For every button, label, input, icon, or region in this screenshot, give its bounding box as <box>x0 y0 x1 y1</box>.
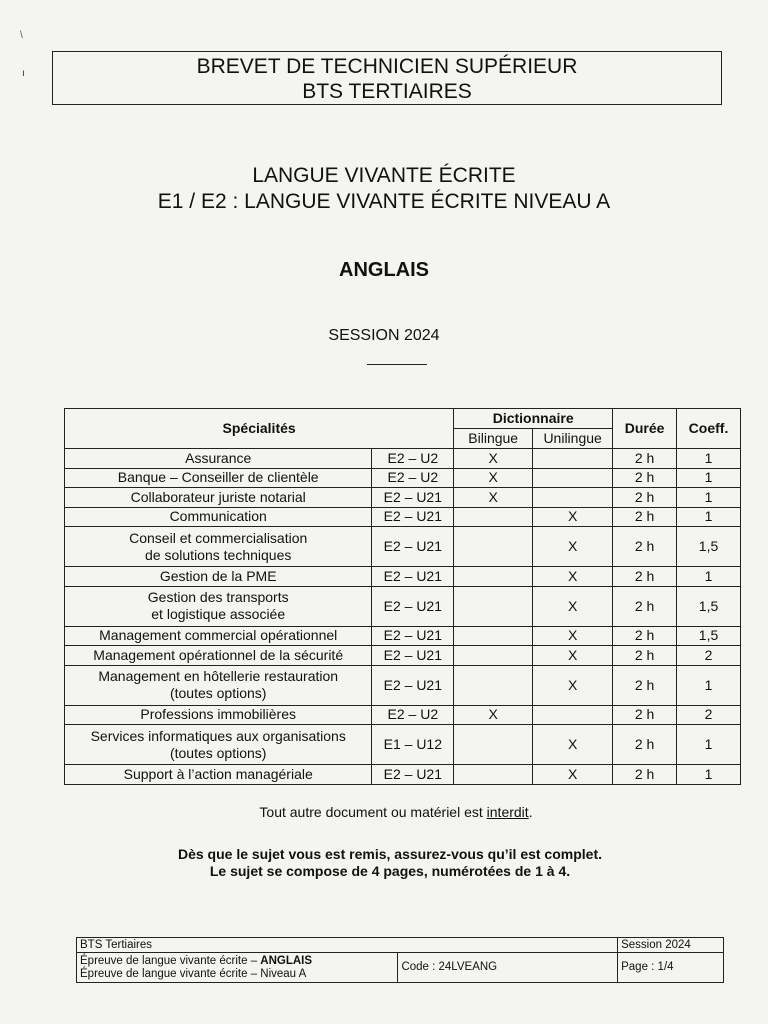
table-row <box>65 725 741 765</box>
coefficient: 1 <box>677 507 741 527</box>
table-row <box>65 468 741 488</box>
exam-code: E2 – U21 <box>372 765 454 785</box>
documents-note <box>0 804 768 820</box>
duration: 2 h <box>613 586 677 626</box>
coefficient: 1 <box>677 567 741 587</box>
bilingue-mark <box>454 567 533 587</box>
exam-code: E2 – U2 <box>372 468 454 488</box>
warning-line2: Le sujet se compose de 4 pages, numérotées de 1 à 4. <box>209 863 571 879</box>
speciality-name-line1: Conseil et commercialisation <box>129 529 308 546</box>
duration: 2 h <box>613 626 677 646</box>
exam-code: E2 – U21 <box>372 527 454 567</box>
bilingue-mark <box>454 665 533 705</box>
unilingue-mark: X <box>533 665 613 705</box>
table-row <box>65 527 741 567</box>
duration: 2 h <box>613 468 677 488</box>
footer-epreuve-line1: Épreuve de langue vivante écrite – <box>80 954 261 967</box>
speciality-name: Assurance <box>65 449 372 469</box>
duration: 2 h <box>613 488 677 508</box>
scan-mark: \ <box>20 30 23 41</box>
coefficient: 1 <box>677 488 741 508</box>
coefficient: 1,5 <box>677 586 741 626</box>
footer-session: Session 2024 <box>618 938 724 953</box>
speciality-name <box>65 527 372 567</box>
exam-code: E2 – U21 <box>372 626 454 646</box>
speciality-name <box>65 725 372 765</box>
speciality-name: Management opérationnel de la sécurité <box>65 646 372 666</box>
table-row <box>65 705 741 725</box>
exam-code: E2 – U21 <box>372 507 454 527</box>
unilingue-mark: X <box>533 626 613 646</box>
separator-line <box>367 364 427 365</box>
speciality-name: Management commercial opérationnel <box>65 626 372 646</box>
bilingue-mark: X <box>454 705 533 725</box>
table-row <box>65 626 741 646</box>
header-duree: Durée <box>613 409 677 449</box>
warning-line1: Dès que le sujet vous est remis, assurez-vous qu’il est complet. <box>177 846 603 862</box>
diploma-subtitle: BTS TERTIAIRES <box>302 80 472 103</box>
footer-epreuve <box>77 953 398 983</box>
exam-code: E2 – U2 <box>372 705 454 725</box>
duration: 2 h <box>613 567 677 587</box>
speciality-name-line1: Services informatiques aux organisations <box>90 727 346 744</box>
duration: 2 h <box>613 449 677 469</box>
bilingue-mark <box>454 765 533 785</box>
unilingue-mark: X <box>533 725 613 765</box>
header-specialites: Spécialités <box>65 409 454 449</box>
header-coeff: Coeff. <box>677 409 741 449</box>
speciality-name-line1: Gestion des transports <box>147 589 289 605</box>
exam-code: E2 – U21 <box>372 646 454 666</box>
unilingue-mark <box>533 468 613 488</box>
header-bilingue: Bilingue <box>454 429 533 449</box>
scan-mark: ı <box>22 68 25 79</box>
coefficient: 1 <box>677 725 741 765</box>
coefficient: 2 <box>677 646 741 666</box>
duration: 2 h <box>613 705 677 725</box>
duration: 2 h <box>613 765 677 785</box>
exam-title: LANGUE VIVANTE ÉCRITE <box>252 164 516 187</box>
coefficient: 1,5 <box>677 527 741 567</box>
coefficient: 2 <box>677 705 741 725</box>
diploma-title: BREVET DE TECHNICIEN SUPÉRIEUR <box>196 55 578 78</box>
speciality-name <box>65 665 372 705</box>
speciality-name: Support à l’action managériale <box>65 765 372 785</box>
exam-code: E2 – U21 <box>372 567 454 587</box>
title-box <box>52 51 722 105</box>
documents-note-text: Tout autre document ou matériel est <box>259 804 487 820</box>
duration: 2 h <box>613 507 677 527</box>
header-dictionnaire: Dictionnaire <box>454 409 613 429</box>
session-label: SESSION 2024 <box>328 327 440 344</box>
bilingue-mark: X <box>454 468 533 488</box>
exam-code: E2 – U2 <box>372 449 454 469</box>
duration: 2 h <box>613 527 677 567</box>
footer-page: Page : 1/4 <box>618 953 724 983</box>
exam-code: E2 – U21 <box>372 665 454 705</box>
table-row <box>65 665 741 705</box>
table-row <box>65 507 741 527</box>
speciality-name-line1: Management en hôtellerie restauration <box>98 668 339 684</box>
bilingue-mark: X <box>454 488 533 508</box>
unilingue-mark: X <box>533 567 613 587</box>
speciality-name: Professions immobilières <box>65 705 372 725</box>
speciality-name: Gestion de la PME <box>65 567 372 587</box>
speciality-name: Communication <box>65 507 372 527</box>
table-row <box>65 586 741 626</box>
bilingue-mark <box>454 626 533 646</box>
table-row <box>65 488 741 508</box>
bilingue-mark <box>454 507 533 527</box>
unilingue-mark: X <box>533 507 613 527</box>
duration: 2 h <box>613 665 677 705</box>
unilingue-mark: X <box>533 527 613 567</box>
table-row <box>65 449 741 469</box>
bilingue-mark <box>454 646 533 666</box>
documents-note-end: . <box>528 804 533 820</box>
speciality-name-line2: de solutions techniques <box>145 546 292 563</box>
unilingue-mark <box>533 705 613 725</box>
bilingue-mark <box>454 586 533 626</box>
exam-code: E1 – U12 <box>372 725 454 765</box>
unilingue-mark <box>533 488 613 508</box>
unilingue-mark: X <box>533 646 613 666</box>
speciality-name-line2: et logistique associée <box>151 606 286 622</box>
duration: 2 h <box>613 725 677 765</box>
footer-subject: ANGLAIS <box>260 954 313 967</box>
speciality-name <box>65 586 372 626</box>
unilingue-mark: X <box>533 765 613 785</box>
coefficient: 1 <box>677 765 741 785</box>
footer-code: Code : 24LVEANG <box>398 953 618 983</box>
unilingue-mark <box>533 449 613 469</box>
subject-title: ANGLAIS <box>339 259 429 281</box>
coefficient: 1,5 <box>677 626 741 646</box>
exam-code: E2 – U21 <box>372 586 454 626</box>
bilingue-mark: X <box>454 449 533 469</box>
forbidden-word: interdit <box>486 804 529 820</box>
coefficient: 1 <box>677 468 741 488</box>
coefficient: 1 <box>677 665 741 705</box>
table-row <box>65 567 741 587</box>
speciality-name-line2: (toutes options) <box>169 685 267 701</box>
specialities-table <box>64 408 741 785</box>
speciality-name-line2: (toutes options) <box>169 744 267 761</box>
table-row <box>65 765 741 785</box>
footer-bts: BTS Tertiaires <box>77 938 618 953</box>
bilingue-mark <box>454 725 533 765</box>
completeness-warning <box>0 846 768 880</box>
header-unilingue: Unilingue <box>533 429 613 449</box>
page-footer <box>76 937 724 983</box>
footer-epreuve-line2: Épreuve de langue vivante écrite – Niveau A <box>80 967 307 980</box>
table-row <box>65 646 741 666</box>
speciality-name: Collaborateur juriste notarial <box>65 488 372 508</box>
coefficient: 1 <box>677 449 741 469</box>
exam-subtitle: E1 / E2 : LANGUE VIVANTE ÉCRITE NIVEAU A <box>157 190 611 213</box>
speciality-name: Banque – Conseiller de clientèle <box>65 468 372 488</box>
bilingue-mark <box>454 527 533 567</box>
duration: 2 h <box>613 646 677 666</box>
unilingue-mark: X <box>533 586 613 626</box>
exam-code: E2 – U21 <box>372 488 454 508</box>
